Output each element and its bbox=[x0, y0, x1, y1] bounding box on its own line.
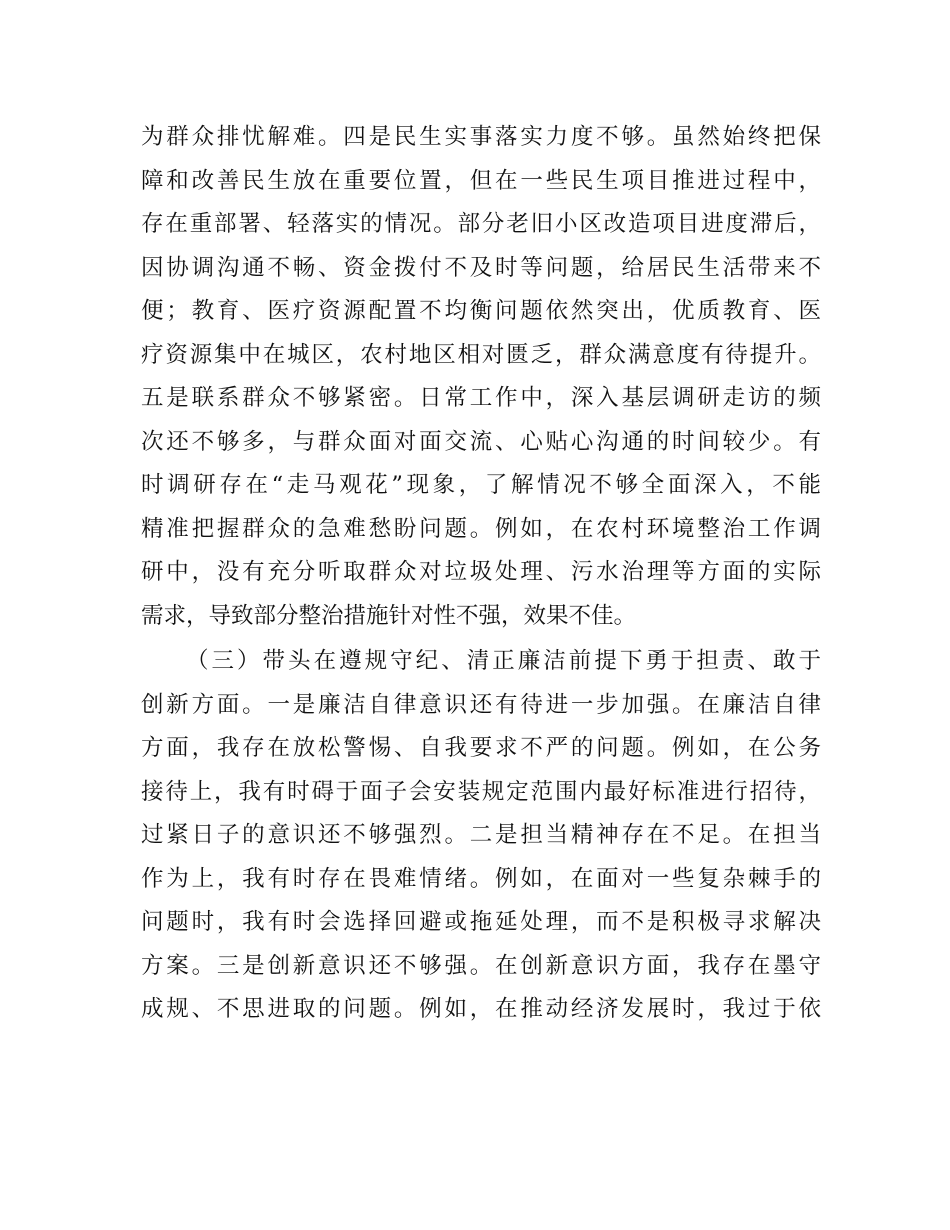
section-heading-line: （三）带头在遵规守纪、清正廉洁前提下勇于担责、敢于 bbox=[186, 648, 821, 674]
text-line: 方面，我存在放松警惕、自我要求不严的问题。例如，在公务 bbox=[141, 735, 821, 761]
text-line: 成规、不思进取的问题。例如，在推动经济发展时，我过于依 bbox=[141, 996, 821, 1022]
text-line: 需求，导致部分整治措施针对性不强，效果不佳。 bbox=[141, 602, 637, 629]
text-line: 作为上，我有时存在畏难情绪。例如，在面对一些复杂棘手的 bbox=[141, 865, 821, 892]
text-line: 因协调沟通不畅、资金拨付不及时等问题，给居民生活带来不 bbox=[141, 254, 821, 281]
text-line: 五是联系群众不够紧密。日常工作中，深入基层调研走访的频 bbox=[141, 385, 821, 411]
text-line: 方案。三是创新意识还不够强。在创新意识方面，我存在墨守 bbox=[141, 952, 821, 979]
text-line: 便；教育、医疗资源配置不均衡问题依然突出，优质教育、医 bbox=[141, 298, 821, 324]
text-line: 时调研存在“走马观花”现象，了解情况不够全面深入，不能 bbox=[141, 472, 821, 498]
text-line: 精准把握群众的急难愁盼问题。例如，在农村环境整治工作调 bbox=[141, 515, 821, 542]
text-line: 问题时，我有时会选择回避或拖延处理，而不是积极寻求解决 bbox=[141, 909, 821, 935]
paragraph-integrity bbox=[141, 640, 821, 1032]
paragraph-livelihood bbox=[141, 116, 821, 638]
text-line: 次还不够多，与群众面对面交流、心贴心沟通的时间较少。有 bbox=[141, 428, 821, 455]
text-line: 为群众排忧解难。四是民生实事落实力度不够。虽然始终把保 bbox=[141, 124, 821, 150]
text-line: 创新方面。一是廉洁自律意识还有待进一步加强。在廉洁自律 bbox=[141, 691, 821, 718]
text-line: 研中，没有充分听取群众对垃圾处理、污水治理等方面的实际 bbox=[141, 559, 821, 585]
text-line: 接待上，我有时碍于面子会安装规定范围内最好标准进行招待， bbox=[141, 778, 821, 805]
text-line: 存在重部署、轻落实的情况。部分老旧小区改造项目进度滞后， bbox=[141, 211, 821, 237]
text-line: 障和改善民生放在重要位置，但在一些民生项目推进过程中， bbox=[141, 167, 821, 194]
text-line: 疗资源集中在城区，农村地区相对匮乏，群众满意度有待提升。 bbox=[141, 341, 821, 368]
text-line: 过紧日子的意识还不够强烈。二是担当精神存在不足。在担当 bbox=[141, 822, 821, 848]
